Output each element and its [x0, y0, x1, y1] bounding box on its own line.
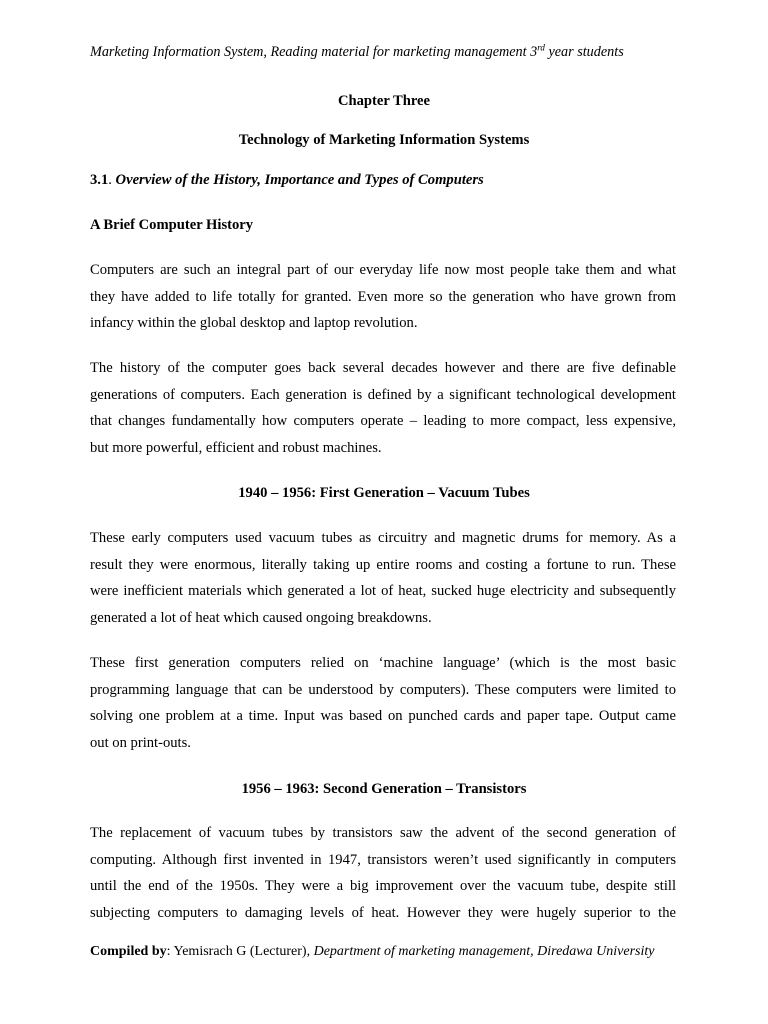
paragraph	[90, 525, 676, 632]
paragraph	[90, 650, 676, 757]
footer-department: Department of marketing management, Diredawa University	[313, 944, 655, 959]
paragraph-line: infancy within the global desktop and laptop revolution.	[90, 315, 418, 332]
paragraph-line: programming language that can be understood by computers). These computers were limited to	[90, 681, 676, 698]
paragraph-line: subjecting computers to damaging levels of heat. However they were hugely superior to the	[90, 905, 676, 922]
paragraph	[90, 257, 676, 337]
paragraph-line: These early computers used vacuum tubes as circuitry and magnetic drums for memory. As a	[90, 530, 676, 546]
section-separator: .	[108, 172, 116, 188]
header-superscript: rd	[537, 42, 545, 53]
paragraph-line: out on print-outs.	[90, 735, 191, 752]
paragraph-line: they have added to life totally for granted. Even more so the generation who have grown from	[90, 288, 676, 305]
paragraph-line: until the end of the 1950s. They were a big improvement over the vacuum tube, despite still	[90, 878, 676, 895]
generation-heading: 1956 – 1963: Second Generation – Transistors	[241, 781, 527, 797]
paragraph-line: but more powerful, efficient and robust machines.	[90, 440, 382, 457]
section-number: 3.1	[90, 172, 109, 188]
footer-colon: :	[166, 944, 174, 959]
generation-heading: 1940 – 1956: First Generation – Vacuum Tubes	[238, 485, 530, 501]
paragraph-line: generations of computers. Each generation is defined by a significant technological development	[90, 386, 676, 403]
paragraph-line: The history of the computer goes back several decades however and there are five definable	[90, 360, 676, 376]
paragraph	[90, 820, 676, 927]
paragraph-line: result they were enormous, literally taking up entire rooms and costing a fortune to run. These	[90, 556, 676, 573]
paragraph-line: generated a lot of heat which caused ongoing breakdowns.	[90, 610, 432, 627]
chapter-label: Chapter Three	[337, 93, 431, 109]
paragraph-line: Computers are such an integral part of our everyday life now most people take them and what	[90, 262, 676, 278]
paragraph-line: The replacement of vacuum tubes by transistors saw the advent of the second generation of	[90, 825, 676, 841]
header-text-end: year students	[544, 44, 624, 60]
section-title: Overview of the History, Importance and Types of Computers	[115, 172, 484, 188]
section-heading	[90, 172, 484, 189]
footer-label: Compiled by	[90, 944, 167, 959]
chapter-title: Technology of Marketing Information Systems	[238, 132, 530, 148]
footer-author: Yemisrach G (Lecturer),	[173, 944, 314, 959]
running-header	[90, 44, 624, 61]
subheading: A Brief Computer History	[90, 217, 254, 233]
paragraph-line: computing. Although first invented in 1947, transistors weren’t used significantly in computers	[90, 851, 676, 868]
paragraph-line: These first generation computers relied on ‘machine language’ (which is the most basic	[90, 655, 676, 671]
header-text: Marketing Information System, Reading material for marketing management 3	[90, 44, 538, 60]
paragraph	[90, 355, 676, 462]
paragraph-line: were inefficient materials which generated a lot of heat, sucked huge electricity and subsequently	[90, 583, 676, 600]
paragraph-line: solving one problem at a time. Input was based on punched cards and paper tape. Output came	[90, 708, 676, 725]
paragraph-line: that changes fundamentally how computers operate – leading to more compact, less expensive,	[90, 413, 676, 430]
running-footer	[90, 944, 654, 960]
